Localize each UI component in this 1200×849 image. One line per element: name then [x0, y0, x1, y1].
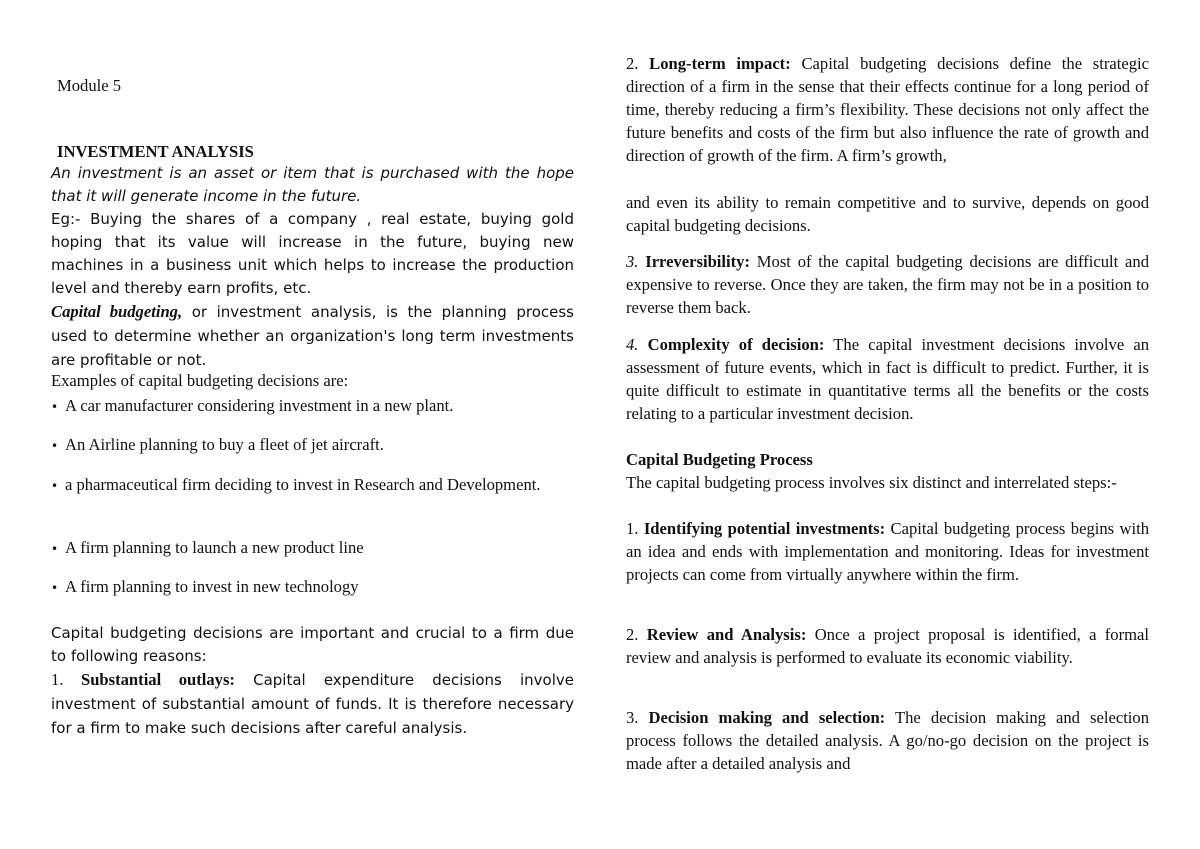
- reason-title: Long-term impact:: [649, 54, 791, 73]
- list-item: [51, 575, 574, 600]
- bullet-marker: •: [51, 581, 59, 595]
- bullet-marker: •: [51, 400, 59, 414]
- reason-substantial-outlays: [51, 668, 574, 740]
- list-item-text: A car manufacturer considering investment in a new plant.: [65, 396, 454, 415]
- reason-title: Substantial outlays:: [80, 670, 235, 689]
- reason-long-term-impact: [626, 52, 1149, 167]
- step-text: Capital budgeting process begins with an idea and ends with implementation and monitoring. Ideas for investment projects can come from virtually anywhere within the firm.: [626, 519, 1149, 585]
- module-label: Module 5: [57, 76, 122, 95]
- list-item: [51, 433, 574, 458]
- reason-title: Irreversibility:: [645, 252, 750, 271]
- investment-example: Eg:- Buying the shares of a company , real estate, buying gold hoping that its value will increase in the future, buying new machines in a business unit which helps to increase the production level and thereby earn profits, etc.: [51, 210, 574, 298]
- capital-budgeting-definition: [51, 300, 574, 372]
- reason-complexity: [626, 333, 1149, 425]
- reason-irreversibility: [626, 250, 1149, 319]
- section-heading: INVESTMENT ANALYSIS: [57, 142, 254, 161]
- bullet-marker: •: [51, 439, 59, 453]
- examples-intro: Examples of capital budgeting decisions are:: [51, 371, 349, 390]
- investment-definition: An investment is an asset or item that is purchased with the hope that it will generate income in the future.: [51, 164, 574, 206]
- step-title: Identifying potential investments:: [643, 519, 886, 538]
- step-text: The decision making and selection process follows the detailed analysis. A go/no-go decision on the project is made after a detailed analysis and: [626, 708, 1150, 774]
- reason-long-term-impact-continued: and even its ability to remain competitive and to survive, depends on good capital budgeting decisions.: [626, 193, 1149, 236]
- capital-budgeting-term: Capital budgeting,: [51, 302, 183, 321]
- list-item: [51, 536, 574, 561]
- bullet-marker: •: [51, 542, 59, 556]
- capital-budgeting-text: or investment analysis, is the planning process used to determine whether an organization's long term investments are profitable or not.: [51, 303, 574, 370]
- reason-text: Capital budgeting decisions define the strategic direction of a firm in the sense that their effects continue for a long period of time, thereby reducing a firm’s flexibility. These decisions not only affect the future benefits and costs of the firm but also influence the rate of growth and direction of growth of the firm. A firm’s growth,: [626, 54, 1149, 166]
- list-item-text: A firm planning to invest in new technology: [65, 577, 359, 596]
- list-item: [51, 473, 574, 498]
- step-review-analysis: [626, 623, 1149, 669]
- reason-number: 3.: [626, 252, 646, 271]
- step-decision-making: [626, 706, 1149, 775]
- reason-title: Complexity of decision:: [647, 335, 825, 354]
- reason-text: Capital expenditure decisions involve investment of substantial amount of funds. It is therefore necessary for a firm to make such decisions after careful analysis.: [51, 671, 574, 738]
- step-text: Once a project proposal is identified, a formal review and analysis is performed to evaluate its economic viability.: [626, 625, 1149, 668]
- step-identifying-investments: [626, 517, 1149, 586]
- list-item: [51, 394, 574, 419]
- list-item-text: a pharmaceutical firm deciding to invest in Research and Development.: [65, 475, 541, 494]
- list-item-text: An Airline planning to buy a fleet of jet aircraft.: [65, 435, 384, 454]
- list-item-text: A firm planning to launch a new product line: [65, 538, 364, 557]
- reason-number: 4.: [626, 335, 648, 354]
- reason-text: Most of the capital budgeting decisions are difficult and expensive to reverse. Once they are taken, the firm may not be in a position to reverse them back.: [626, 252, 1150, 318]
- process-heading: Capital Budgeting Process: [626, 450, 813, 469]
- reason-number: 1.: [51, 670, 81, 689]
- step-number: 1.: [626, 519, 644, 538]
- step-title: Review and Analysis:: [646, 625, 807, 644]
- reason-text: The capital investment decisions involve an assessment of future events, which in fact is difficult to predict. Further, it is quite difficult to estimate in quantitative terms all the benefits or the costs relating to a particular investment decision.: [626, 335, 1149, 424]
- step-number: 3.: [626, 708, 649, 727]
- bullet-marker: •: [51, 479, 59, 493]
- step-title: Decision making and selection:: [648, 708, 886, 727]
- step-number: 2.: [626, 625, 647, 644]
- reason-number: 2.: [626, 54, 650, 73]
- process-intro: The capital budgeting process involves six distinct and interrelated steps:-: [626, 473, 1117, 492]
- reasons-intro: Capital budgeting decisions are important and crucial to a firm due to following reasons:: [51, 624, 574, 666]
